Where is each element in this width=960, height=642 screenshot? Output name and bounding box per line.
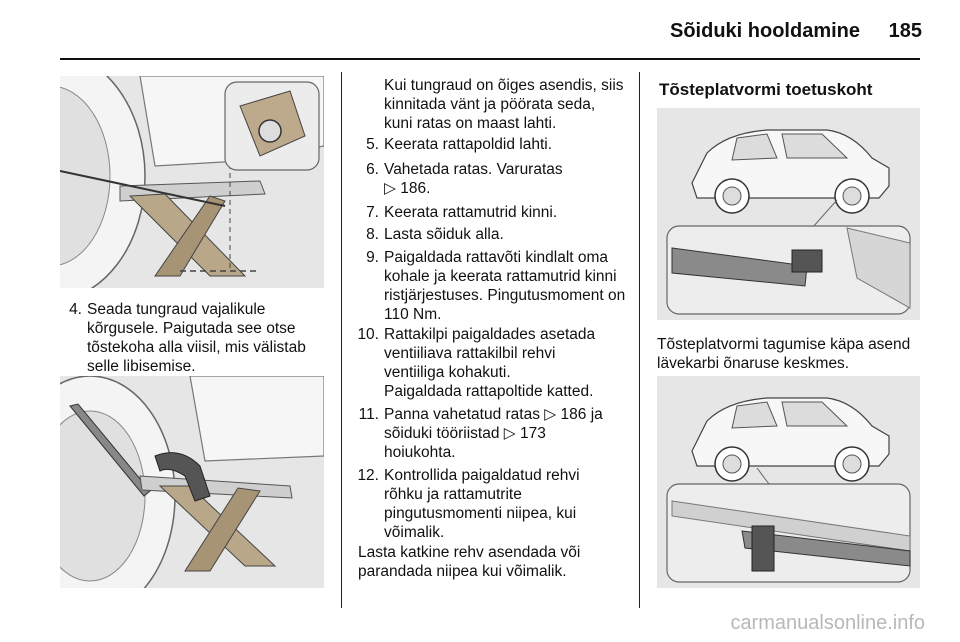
lift-support-point-illustration-bottom: [657, 376, 920, 588]
step-number: 5.: [366, 136, 379, 153]
step-4: [60, 300, 330, 380]
step-8: [355, 225, 630, 245]
step-number: 12.: [357, 467, 379, 484]
step-9: [355, 248, 630, 326]
step-text: Kontrollida paigaldatud rehvi rõhku ja rattamutrite pingutusmomenti niipea, kui võimalik.: [384, 467, 580, 541]
reference-page: 173: [520, 425, 546, 442]
watermark: carmanualsonline.info: [730, 612, 925, 634]
triangle-right-icon: ▷: [384, 180, 396, 197]
triangle-right-icon: ▷: [503, 425, 516, 442]
closing-text: Lasta katkine rehv asendada või parandada niipea kui võimalik.: [358, 544, 581, 580]
jack-under-lifting-point-illustration: [60, 76, 324, 288]
step-text-line-1: [384, 405, 629, 424]
step-text: Vahetada ratas. Varuratas: [384, 161, 563, 178]
step-text: Paigaldada rattavõti kindlalt oma kohale ja keerata rattamutrid kinni ristjärjestuses. Pingutusmoment on 110 Nm.: [384, 249, 626, 323]
column-divider-left: [341, 72, 342, 608]
step-10: [355, 325, 630, 405]
section-heading: Tõsteplatvormi toetuskoht: [659, 80, 873, 99]
step-text-segment: sõiduki tööriistad: [384, 425, 500, 442]
step-number: 11.: [358, 406, 379, 423]
step-text-line-2: [384, 424, 629, 443]
step-12: [355, 466, 630, 544]
step-reference: [384, 179, 629, 198]
step-number: 10.: [357, 326, 379, 343]
lift-support-caption: Tõsteplatvormi tagumise käpa asend lävekarbi õnaruse keskmes.: [657, 336, 911, 372]
step-7: [355, 203, 630, 223]
column-divider-right: [639, 72, 640, 608]
step-text: Lasta sõiduk alla.: [384, 226, 504, 243]
jack-continuation-text: Kui tungraud on õiges asendis, siis kinnitada vänt ja pöörata seda, kuni ratas on maast lahti.: [384, 77, 624, 132]
reference-page: 186.: [400, 180, 431, 197]
step-number: 6.: [366, 161, 379, 178]
page-header-title: Sõiduki hooldamine: [669, 20, 860, 42]
step-5: [355, 135, 630, 155]
step-text: Rattakilpi paigaldades asetada ventiiliava rattakilbil rehvi ventiiliga kohakuti.: [384, 326, 596, 381]
step-11: [355, 405, 630, 465]
step-number: 9.: [366, 249, 379, 266]
triangle-right-icon: ▷: [544, 406, 557, 423]
step-text: Seada tungraud vajalikule kõrgusele. Paigutada see otse tõstekoha alla viisil, mis välistab selle libisemise.: [87, 301, 306, 375]
lift-support-point-illustration-top: [657, 108, 920, 320]
step-number: 8.: [366, 226, 379, 243]
jack-with-crank-illustration: [60, 376, 324, 588]
step-number: 7.: [366, 204, 379, 221]
step-text-line-3: hoiukohta.: [384, 444, 456, 461]
page-number: 185: [888, 20, 922, 42]
step-text: Keerata rattamutrid kinni.: [384, 204, 558, 221]
step-extra-text: Paigaldada rattapoltide katted.: [384, 383, 594, 400]
step-text-segment: Panna vahetatud ratas: [384, 406, 540, 423]
header-rule: [60, 58, 920, 60]
step-text: Keerata rattapoldid lahti.: [384, 136, 553, 153]
step-number: 4.: [69, 301, 82, 318]
step-6: [355, 160, 630, 200]
reference-page: 186 ja: [560, 406, 603, 423]
